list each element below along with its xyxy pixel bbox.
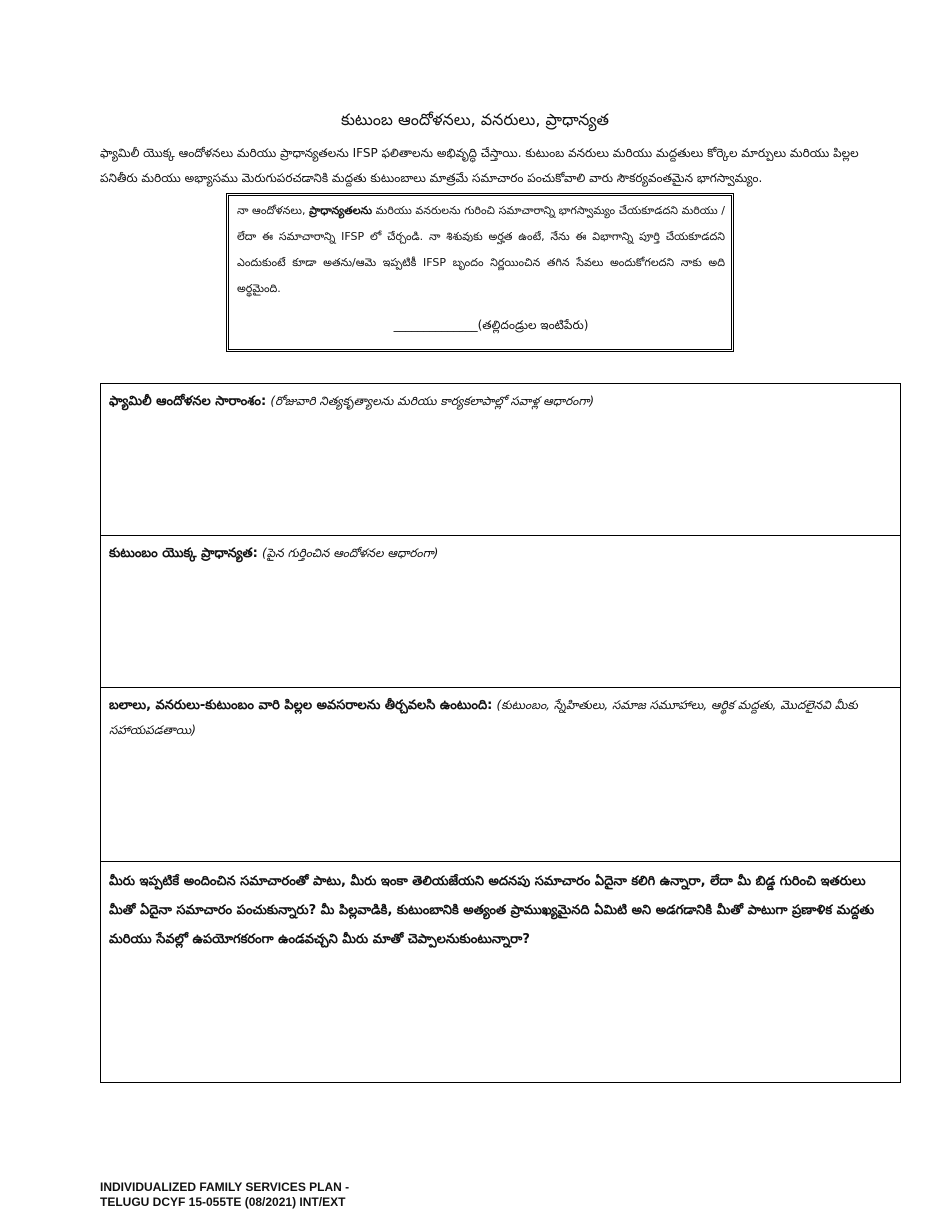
consent-text-part2: మరియు వనరులను గురించి సమాచారాన్ని భాగస్వామ్యం చేయకూడదని మరియు / లేదా ఈ సమాచారాన్ని IFSP లో చేర్చండి. నా శిశువుకు అర్హత ఉంటే, నేను ఈ విభాగాన్ని పూర్తి చేయకూడదని ఎందుకుంటే కూడా అతను/ఆమె ఇప్పటికీ IFSP బృందం నిర్ణయించిన తగిన సేవలు అందుకోగలదని నాకు అది అర్థమైంది.	[237, 204, 725, 295]
intro-paragraph: ఫ్యామిలీ యొక్క ఆందోళనలు మరియు ప్రాధాన్యతలను IFSP ఫలితాలను అభివృద్ధి చేస్తాయి. కుటుంబ వనరులు మరియు మద్దతులు కోర్కెల మార్పులు మరియు పిల్లల పనితీరు మరియు అభ్యాసము మెరుగుపరచడానికి మద్దతు కుటుంబాలు మాత్రమే సమాచారం పంచుకోవాలి వారు సౌకర్యవంతమైన భాగస్వామ్యం.	[100, 146, 859, 185]
parent-initials-line[interactable]: ______________(తల్లిదండ్రుల ఇంటిపేరు)	[393, 318, 589, 332]
additional-information-field[interactable]	[100, 861, 901, 1083]
footer-line-1: INDIVIDUALIZED FAMILY SERVICES PLAN -	[100, 1180, 350, 1194]
section-label: ఫ్యామిలీ ఆందోళనల సారాంశం:	[109, 394, 267, 409]
section-label: బలాలు, వనరులు-కుటుంబం వారి పిల్లల అవసరాలను తీర్చవలసి ఉంటుంది:	[109, 698, 493, 713]
family-priorities-field[interactable]	[100, 535, 901, 688]
section-hint: (కుటుంబం, స్నేహితులు, సమాజ సమూహాలు, ఆర్థిక మద్దతు, మొదలైనవి మీకు సహాయపడతాయి)	[109, 698, 858, 737]
section-question: మీరు ఇప్పటికే అందించిన సమాచారంతో పాటు, మీరు ఇంకా తెలియజేయని అదనపు సమాచారం ఏదైనా కలిగి ఉన్నారా, లేదా మీ బిడ్డ గురించి ఇతరులు మీతో ఏదైనా సమాచారం పంచుకున్నారు? మీ పిల్లవాడికి, కుటుంబానికి అత్యంత ప్రాముఖ్యమైనది ఏమిటి అని అడగడానికి మీతో పాటుగా ప్రణాళిక మద్దతు మరియు సేవల్లో ఉపయోగకరంగా ఉండవచ్చని మీరు మాతో చెప్పాలనుకుంటున్నారా?	[109, 874, 875, 947]
page-title: కుటుంబ ఆందోళనలు, వనరులు, ప్రాధాన్యత	[341, 110, 609, 129]
consent-box	[226, 193, 734, 352]
section-hint: (రోజువారి నిత్యకృత్యాలను మరియు కార్యకలాపాల్లో సవాళ్ల ఆధారంగా)	[270, 394, 595, 408]
family-concerns-summary-field[interactable]	[100, 383, 901, 536]
section-label: కుటుంబం యొక్క ప్రాధాన్యత:	[109, 546, 258, 561]
consent-text-part1: నా ఆందోళనలు,	[237, 204, 310, 217]
footer-line-2: TELUGU DCYF 15-055TE (08/2021) INT/EXT	[100, 1195, 346, 1209]
consent-text	[237, 198, 725, 302]
form-footer	[100, 1180, 349, 1210]
strengths-resources-field[interactable]	[100, 687, 901, 862]
consent-text-bold: ప్రాధాన్యతలను	[309, 204, 373, 217]
section-hint: (పైన గుర్తించిన ఆందోళనల ఆధారంగా)	[262, 546, 439, 560]
